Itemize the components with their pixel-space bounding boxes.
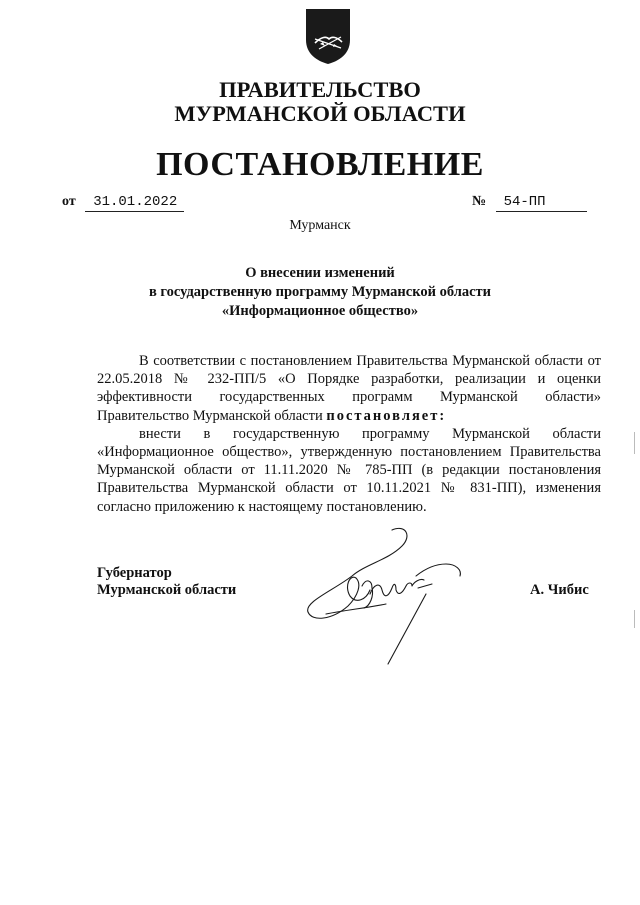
body-paragraph-1	[97, 352, 601, 425]
number-prefix: №	[472, 194, 487, 209]
coat-of-arms-icon	[303, 6, 353, 66]
body-emphasis: постановляет:	[326, 407, 447, 424]
document-body	[97, 352, 601, 516]
document-type-heading: ПОСТАНОВЛЕНИЕ	[156, 146, 484, 183]
government-title-line1: ПРАВИТЕЛЬСТВО	[219, 77, 421, 102]
document-number-row	[472, 193, 587, 212]
government-title-line2: МУРМАНСКОЙ ОБЛАСТИ	[174, 101, 466, 126]
body-paragraph-2: внести в государственную программу Мурманской области «Информационное общество», утвержденную постановлением Правительства Мурманской области от 11.11.2020 № 785-ПП (в редакции постановления Правительства Мурманской области от 10.11.2021 № 831-ПП), изменения согласно приложению к настоящему постановлению.	[97, 425, 601, 515]
signer-title-line1: Губернатор	[97, 565, 172, 581]
subject-line1: О внесении изменений	[245, 265, 395, 281]
handwritten-signature	[296, 524, 468, 672]
document-date: 31.01.2022	[85, 193, 184, 212]
document-subject	[0, 264, 640, 321]
city-name: Мурманск	[289, 218, 351, 233]
scan-edge-mark-1	[634, 432, 635, 454]
body-paragraph-1-text: В соответствии с постановлением Правительства Мурманской области от 22.05.2018 № 232-ПП/5 «О Порядке разработки, реализации и оценки эффективности государственных программ Мурманской области» Правительство Мурманской области	[97, 353, 601, 424]
subject-line3: «Информационное общество»	[221, 303, 419, 319]
scan-edge-mark-2	[634, 610, 635, 628]
document-date-row	[62, 193, 184, 212]
signer-title-line2: Мурманской области	[97, 582, 237, 598]
date-prefix: от	[62, 194, 76, 209]
signer-name: А. Чибис	[530, 582, 589, 598]
signer-title	[97, 565, 236, 599]
document-number: 54-ПП	[496, 193, 587, 212]
subject-line2: в государственную программу Мурманской области	[148, 284, 492, 300]
